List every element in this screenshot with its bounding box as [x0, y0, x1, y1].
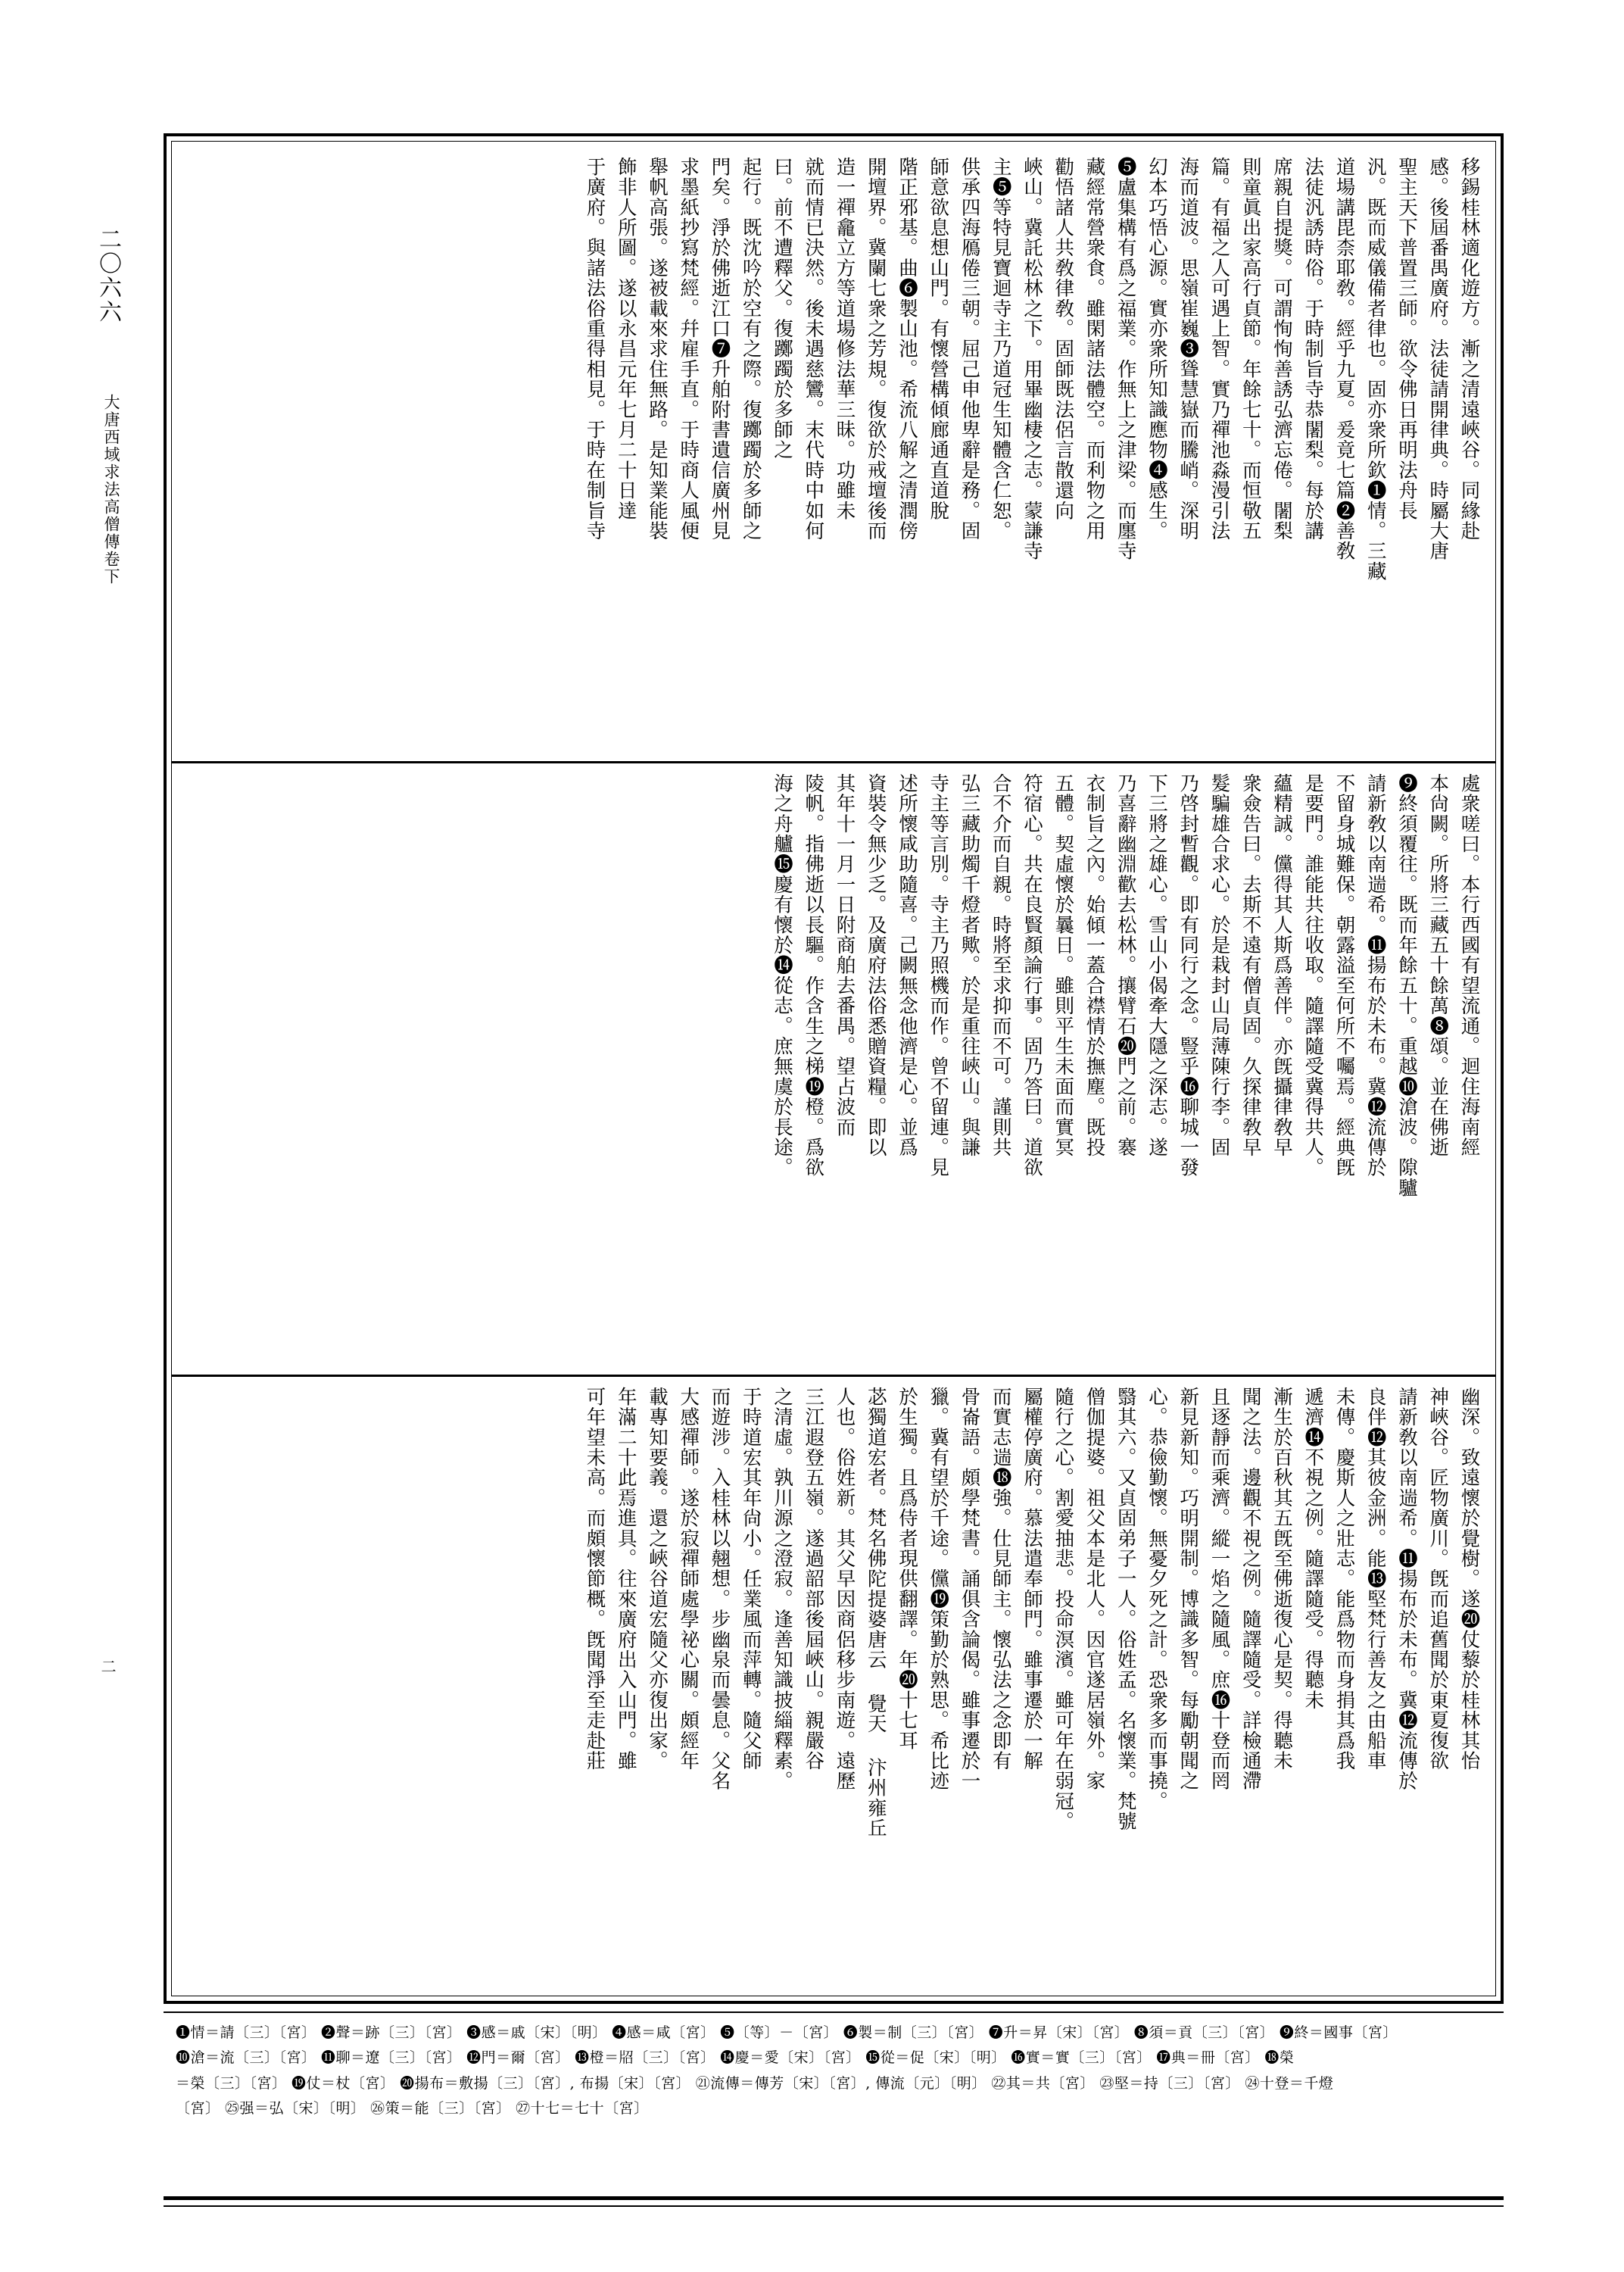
- text-column: 海之舟艫⓯慶有懷於⓮從志。庶無虞於長途。: [771, 773, 793, 1178]
- text-column: 年滿二十此焉進具。往來廣府出入山門。雖: [614, 1387, 637, 1771]
- text-column: 起行。既沈吟於空有之際。復躑躅於多師之: [739, 157, 762, 541]
- text-column: 符宿心。共在良賢顏論行事。固乃答曰。道欲: [1021, 773, 1043, 1178]
- text-column: 席親自提獎。可謂恂恂善誘弘濟忘倦。闍梨: [1270, 157, 1293, 541]
- bottom-rule-thin: [164, 2205, 1504, 2207]
- text-column: 飾非人所圖。遂以永昌元年七月二十日達: [614, 157, 637, 521]
- text-column: 聞之法。邊觀不視之例。隨譯隨受。詳檢通滯: [1239, 1387, 1262, 1791]
- text-column: 於生獨。且爲侍者現供翻譯。年⓴十七耳: [896, 1387, 918, 1751]
- text-column: 屬權停廣府。慕法遣奉師門。雖事遷於一解: [1021, 1387, 1043, 1771]
- text-column: 骨崙語。頗學梵書。誦俱含論偈。雖事遷於一: [958, 1387, 981, 1791]
- text-column: 海而道波。思嶺崔巍❸聳慧嶽而騰峭。深明: [1177, 157, 1200, 541]
- text-column: 之清虛。孰川源之澄寂。逢善知識披緇釋素。: [771, 1387, 793, 1791]
- text-column: 門矣。淨於佛逝江口❼升舶附書遺信廣州見: [708, 157, 731, 541]
- text-column: 陵帆。指佛逝以長驅。作含生之梯⓳橙。爲欲: [802, 773, 825, 1178]
- text-column: 感。後屆番禺廣府。法徒請開律典。時屬大唐: [1426, 157, 1450, 561]
- text-column: 舉帆高張。遂被載來求住無路。是知業能裝: [646, 157, 669, 541]
- text-column: 其年十一月一日附商舶去番禺。望占波而: [833, 773, 856, 1138]
- text-column: 主❺等特見寶迴寺主乃道冠生知體含仁恕。: [989, 157, 1012, 541]
- text-column: 衣制旨之內。始傾一蓋合襟情於撫塵。既投: [1083, 773, 1106, 1158]
- text-column: 述所懷咸助隨喜。己闕無念他濟是心。並爲: [896, 773, 918, 1158]
- text-column: 是要門。誰能共往收取。隨譯隨受冀得共人。: [1301, 773, 1325, 1178]
- critical-apparatus: [164, 2011, 1504, 2129]
- text-column: 合不介而自親。時將至求抑而不可。謹則共: [989, 773, 1012, 1158]
- text-frame: [164, 133, 1504, 2004]
- text-column: 而實志遄⓲強。仕見師主。懷弘法之念即有: [989, 1387, 1012, 1771]
- text-column: 五體。契虛懷於曩日。雖則平生未面而實冥: [1052, 773, 1075, 1158]
- text-column: 苾獨道宏者。梵名佛陀提婆唐云 覺天 汴州雍丘: [864, 1387, 887, 1839]
- text-column: 新見新知。巧明開制。博識多智。每勵朝聞之: [1177, 1387, 1200, 1791]
- text-column: 勸悟諸人共敎律敎。固師既法侶言散還向: [1052, 157, 1075, 521]
- text-column: 弘三藏助燭千燈者歟。於是重往峽山。與謙: [958, 773, 981, 1158]
- band-divider: [172, 761, 1495, 763]
- text-column: 髮騙雄合求心。於是栽封山局薄陳行李。固: [1208, 773, 1231, 1158]
- text-column: 不留身城難保。朝露溢至何所不囑焉。經典旣: [1333, 773, 1356, 1178]
- text-column: 曰。前不遭釋父。復躑躅於多師之: [771, 157, 793, 460]
- bottom-rule-thick: [164, 2196, 1504, 2200]
- text-column: 于廣府。與諸法俗重得相見。于時在制旨寺: [583, 157, 606, 541]
- text-column: 汎。既而威儀備者律也。固亦衆所欽❶情。三藏: [1364, 157, 1387, 582]
- text-column: 而遊涉。入桂林以翹想。步幽泉而曇息。父名: [708, 1387, 731, 1791]
- text-column: 道場講毘柰耶敎。經乎九夏。爰竟七篇❷善敎: [1333, 157, 1356, 561]
- text-column: 蘊精誠。儻得其人斯爲善伴。亦旣攝律敎早: [1270, 773, 1293, 1158]
- text-column: 下三將之雄心。雪山小偈牽大隱之深志。遂: [1146, 773, 1168, 1158]
- text-column: 移錫桂林適化遊方。漸之清遠峽谷。同緣赴: [1457, 157, 1481, 541]
- text-column: 供承四海鴈倦三朝。屈己申他卑辭是務。固: [958, 157, 981, 541]
- side-mark: 二: [98, 1659, 117, 1674]
- text-column: 幽深。致遠懷於覺樹。遂⓴仗藜於桂林其怡: [1457, 1387, 1481, 1771]
- text-band-3: [172, 1379, 1495, 1985]
- text-column: 造一禪龕立方等道場修法華三昧。功雖未: [833, 157, 856, 521]
- text-column: 峽山。冀託松林之下。用畢幽棲之志。蒙謙寺: [1021, 157, 1043, 561]
- text-column: 良伴⓬其彼金洲。能⓭堅梵行善友之由船車: [1364, 1387, 1387, 1771]
- text-column: 幻本巧悟心源。實亦衆所知識應物❹感生。: [1146, 157, 1168, 541]
- text-column: 三江遐登五嶺。遂過韶部後屆峽山。親嚴谷: [802, 1387, 825, 1771]
- text-column: 漸生於百秋其五旣至佛逝復心是契。得聽未: [1270, 1387, 1293, 1771]
- text-column: 藏經常營衆食。雖閑諸法體空。而利物之用: [1083, 157, 1106, 541]
- text-band-2: [172, 766, 1495, 1372]
- text-column: 且逐靜而乘濟。縱一焰之隨風。庶⓰十登而罔: [1208, 1387, 1231, 1791]
- text-column: 隨行之心。割愛抽悲。投命溟濱。雖可年在弱冠。: [1052, 1387, 1075, 1832]
- text-column: 請新敎以南遄希。⓫揚布於未布。冀⓬流傳於: [1364, 773, 1387, 1178]
- text-column: 乃喜辭幽淵歡去松林。攘臂石⓴門之前。褰: [1114, 773, 1137, 1158]
- text-column: 就而情已決然。後未遇慈鸞。末代時中如何: [802, 157, 825, 541]
- text-column: ❾終須覆往。既而年餘五十。重越❿滄波。隙驢: [1395, 773, 1418, 1198]
- text-column: 衆僉告曰。去斯不遠有僧貞固。久探律敎早: [1239, 773, 1262, 1158]
- text-column: 請新敎以南遄希。⓫揚布於未布。冀⓬流傳於: [1395, 1387, 1418, 1791]
- text-column: 于時道宏其年尙小。任業風而萍轉。隨父師: [739, 1387, 762, 1771]
- page-number: 二〇六六: [95, 227, 121, 324]
- apparatus-line: 〔宮〕 ㉕强＝弘〔宋〕〔明〕 ㉖策＝能〔三〕〔宮〕 ㉗十七＝七十〔宮〕: [176, 2099, 649, 2117]
- text-column: 師意欲息想山門。有懷營構傾廊通直道脫: [927, 157, 950, 521]
- text-column: 處衆嗟曰。本行西國有望流通。迴住海南經: [1457, 773, 1481, 1158]
- text-column: 開壇界。冀闌七衆之芳規。復欲於戒壇後而: [864, 157, 887, 541]
- text-column: 僧伽提婆。祖父本是北人。因官遂居嶺外。家: [1083, 1387, 1106, 1791]
- apparatus-line: ❶情＝請〔三〕〔宮〕 ❷聲＝跡〔三〕〔宮〕 ❸感＝戚〔宋〕〔明〕 ❹感＝咸〔宮〕 ❺〔等〕－〔宮〕 ❻製＝制〔三〕〔宮〕 ❼升＝昇〔宋〕〔宮〕 ❽須＝貢〔三〕〔宮〕 ❾終＝國事〔宮〕: [176, 2024, 1398, 2041]
- text-column: 聖主天下普置三師。欲令佛日再明法舟長: [1395, 157, 1418, 521]
- text-column: 則童眞出家高行貞節。年餘七十。而恒敬五: [1239, 157, 1262, 541]
- text-column: 人也。俗姓新。其父早因商侶移步南遊。遠歷: [833, 1387, 856, 1791]
- text-column: 乃啓封暫觀。即有同行之念。豎乎⓰聊城一發: [1177, 773, 1200, 1178]
- text-column: 遞濟⓮不視之例。隨譯隨受。得聽未: [1301, 1387, 1325, 1711]
- text-column: 可年望未高。而頗懷節概。旣聞淨至走赴莊: [583, 1387, 606, 1771]
- text-column: 寺主等言別。寺主乃照機而作。曾不留連。見: [927, 773, 950, 1178]
- text-column: 載專知要義。還之峽谷道宏隨父亦復出家。: [646, 1387, 669, 1771]
- text-band-1: [172, 149, 1495, 755]
- text-column: 求墨紙抄寫梵經。幷雇手直。于時商人風便: [677, 157, 700, 541]
- text-column: 階正邪基。曲❻製山池。希流八解之清潤傍: [896, 157, 918, 541]
- apparatus-line: ＝榮〔三〕〔宮〕 ⓳仗＝杖〔宮〕 ⓴揚布＝敷揚〔三〕〔宮〕, 布揚〔宋〕〔宮〕 ㉑流傳＝傳芳〔宋〕〔宮〕, 傳流〔元〕〔明〕 ㉒其＝共〔宮〕 ㉓堅＝持〔三〕〔宮〕 ㉔十登＝千燈: [176, 2074, 1334, 2092]
- text-column: 翳其六。又貞固弟子一人。俗姓孟。名懷業。梵號: [1114, 1387, 1137, 1832]
- book-title: 大唐西域求法高僧傳卷下: [102, 394, 120, 585]
- text-column: 心。恭儉勤懷。無憂夕死之計。恐衆多而事撓。: [1146, 1387, 1168, 1812]
- text-column: 法徒汎誘時俗。于時制旨寺恭闍梨。每於講: [1301, 157, 1325, 541]
- text-column: 神峽谷。匠物廣川。旣而追舊聞於東夏復欲: [1426, 1387, 1450, 1771]
- text-column: 未傳。慶斯人之壯志。能爲物而身捐其爲我: [1333, 1387, 1356, 1771]
- text-frame-inner: [171, 141, 1496, 1996]
- text-column: 本尙闕。所將三藏五十餘萬❽頌。並在佛逝: [1426, 773, 1450, 1158]
- text-column: 獵。冀有望於千途。儻⓳策勤於熟思。希比迹: [927, 1387, 950, 1791]
- apparatus-line: ❿滄＝流〔三〕〔宮〕 ⓫聊＝遼〔三〕〔宮〕 ⓬門＝爾〔宮〕 ⓭橙＝牊〔三〕〔宮〕 ⓮慶＝愛〔宋〕〔宮〕 ⓯從＝促〔宋〕〔明〕 ⓰實＝實〔三〕〔宮〕 ⓱典＝冊〔宮〕 ⓲榮: [176, 2049, 1295, 2067]
- text-column: ❺盧集構有爲之福業。作無上之津梁。而廛寺: [1114, 157, 1137, 561]
- text-column: 大感禪師。遂於寂禪師處學祕心關。頗經年: [677, 1387, 700, 1771]
- text-column: 資裝令無少乏。及廣府法俗悉贈資糧。即以: [864, 773, 887, 1158]
- text-column: 篇。有福之人可遇上智。實乃禪池淼漫引法: [1208, 157, 1231, 541]
- band-divider: [172, 1375, 1495, 1377]
